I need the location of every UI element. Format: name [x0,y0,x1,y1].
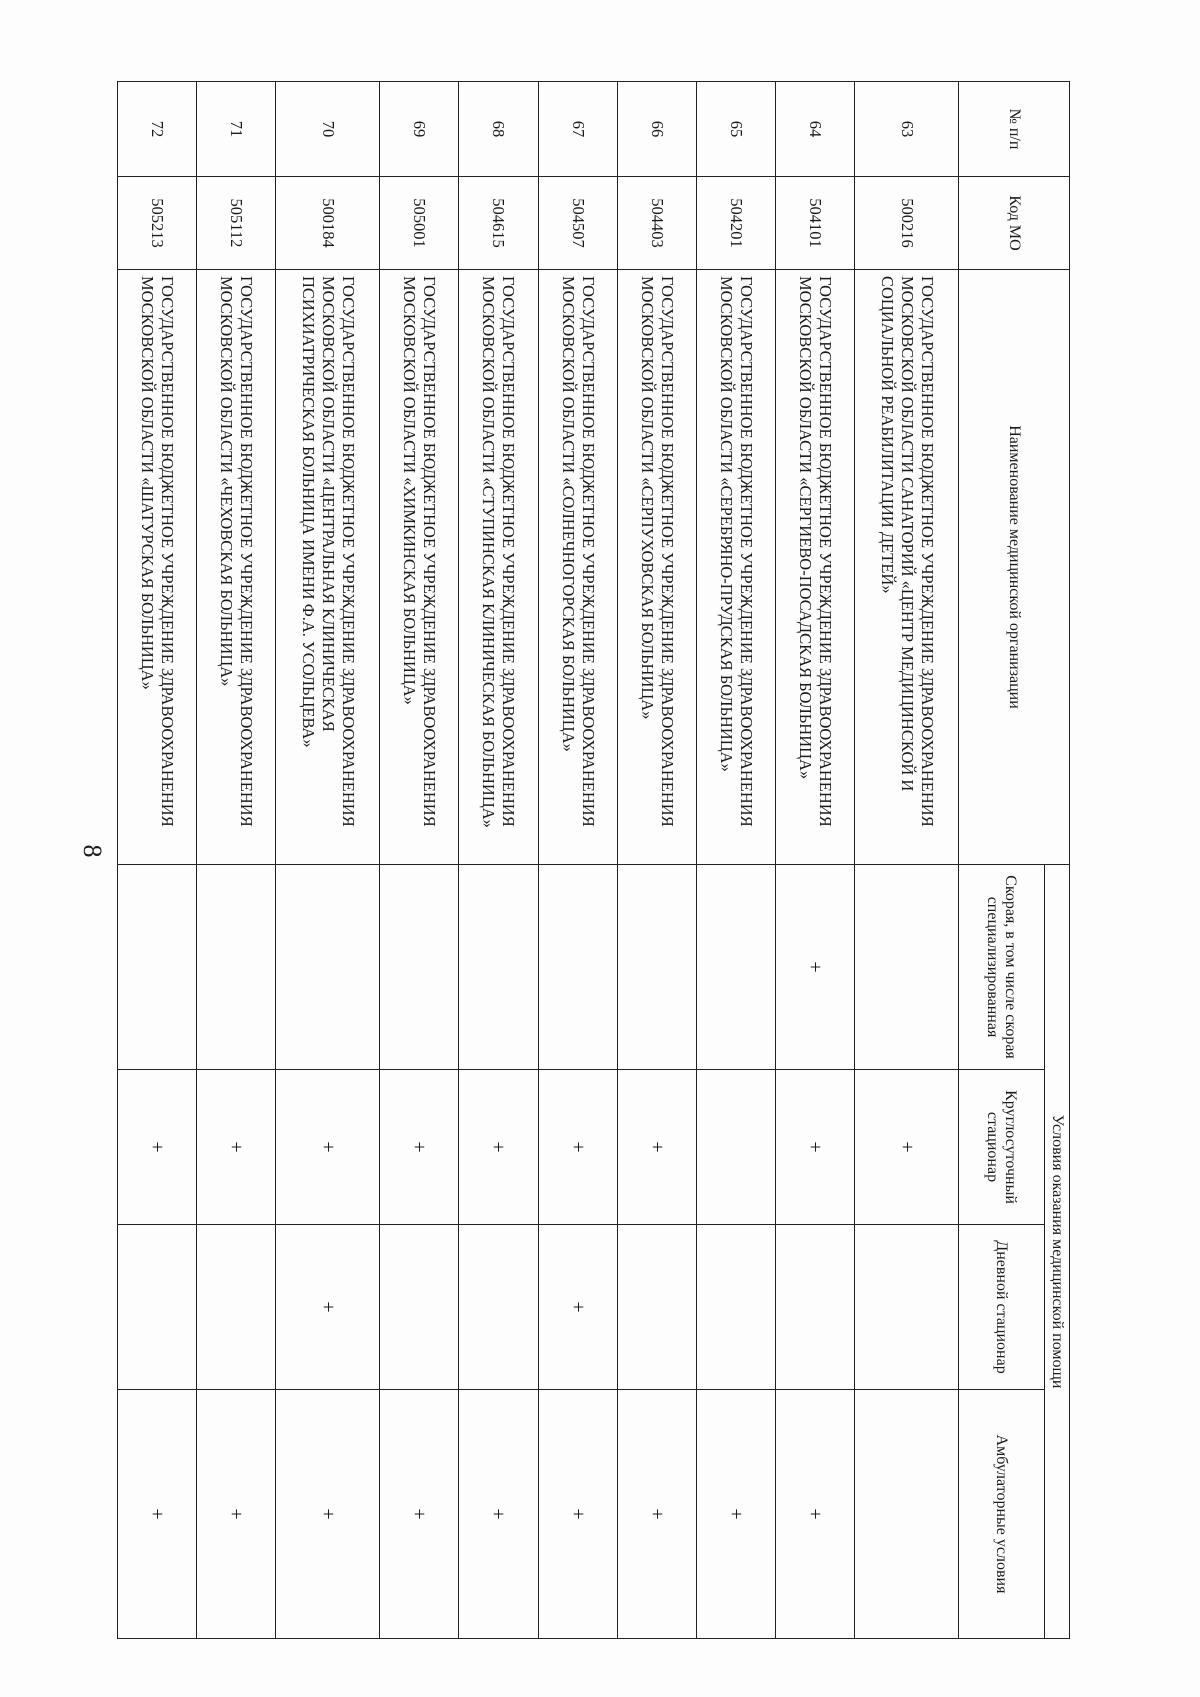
row-code: 504201 [696,177,775,270]
medical-organizations-table [117,81,1070,1639]
organization-name: ГОСУДАРСТВЕННОЕ БЮДЖЕТНОЕ УЧРЕЖДЕНИЕ ЗДРАВООХРАНЕНИЯ МОСКОВСКОЙ ОБЛАСТИ «СТУПИНСКАЯ КЛИНИЧЕСКАЯ БОЛЬНИЦА» [459,270,538,865]
day-hospital-mark [617,1225,696,1390]
table-row [538,82,617,1639]
organization-name: ГОСУДАРСТВЕННОЕ БЮДЖЕТНОЕ УЧРЕЖДЕНИЕ ЗДРАВООХРАНЕНИЯ МОСКОВСКОЙ ОБЛАСТИ «СОЛНЕЧНОГОРСКАЯ БОЛЬНИЦА» [538,270,617,865]
page-number: 8 [78,844,107,858]
day-hospital-mark [118,1225,197,1390]
table-row [276,82,380,1639]
outpatient-mark: + [276,1390,380,1639]
row-number: 65 [696,82,775,177]
row-number: 72 [118,82,197,177]
round-clock-mark: + [197,1070,276,1225]
ambulance-mark [696,865,775,1070]
day-hospital-mark: + [276,1225,380,1390]
table-row [696,82,775,1639]
outpatient-mark: + [380,1390,459,1639]
header-code: Код МО [959,177,1070,270]
day-hospital-mark [696,1225,775,1390]
round-clock-mark: + [776,1070,855,1225]
ambulance-mark [197,865,276,1070]
row-number: 69 [380,82,459,177]
round-clock-mark: + [118,1070,197,1225]
row-code: 504507 [538,177,617,270]
table-row [197,82,276,1639]
day-hospital-mark: + [538,1225,617,1390]
row-code: 504615 [459,177,538,270]
day-hospital-mark [197,1225,276,1390]
header-day-hospital: Дневной стационар [959,1225,1045,1390]
row-code: 505001 [380,177,459,270]
row-number: 68 [459,82,538,177]
round-clock-mark: + [459,1070,538,1225]
row-code: 504101 [776,177,855,270]
organization-name: ГОСУДАРСТВЕННОЕ БЮДЖЕТНОЕ УЧРЕЖДЕНИЕ ЗДРАВООХРАНЕНИЯ МОСКОВСКОЙ ОБЛАСТИ «СЕРЕБРЯНО-ПРУДСКАЯ БОЛЬНИЦА» [696,270,775,865]
day-hospital-mark [855,1225,959,1390]
round-clock-mark: + [855,1070,959,1225]
organization-name: ГОСУДАРСТВЕННОЕ БЮДЖЕТНОЕ УЧРЕЖДЕНИЕ ЗДРАВООХРАНЕНИЯ МОСКОВСКОЙ ОБЛАСТИ «ХИМКИНСКАЯ БОЛЬНИЦА» [380,270,459,865]
rotated-table-container [117,81,1070,1638]
day-hospital-mark [380,1225,459,1390]
round-clock-mark: + [617,1070,696,1225]
outpatient-mark: + [696,1390,775,1639]
row-code: 505112 [197,177,276,270]
header-name: Наименование медицинской организации [959,270,1070,865]
row-number: 71 [197,82,276,177]
outpatient-mark [855,1390,959,1639]
table-body [118,82,959,1639]
organization-name: ГОСУДАРСТВЕННОЕ БЮДЖЕТНОЕ УЧРЕЖДЕНИЕ ЗДРАВООХРАНЕНИЯ МОСКОВСКОЙ ОБЛАСТИ «ШАТУРСКАЯ БОЛЬНИЦА» [118,270,197,865]
ambulance-mark [855,865,959,1070]
table-row [855,82,959,1639]
ambulance-mark [617,865,696,1070]
row-code: 505213 [118,177,197,270]
ambulance-mark [459,865,538,1070]
day-hospital-mark [776,1225,855,1390]
organization-name: ГОСУДАРСТВЕННОЕ БЮДЖЕТНОЕ УЧРЕЖДЕНИЕ ЗДРАВООХРАНЕНИЯ МОСКОВСКОЙ ОБЛАСТИ «СЕРПУХОВСКАЯ БОЛЬНИЦА» [617,270,696,865]
row-number: 64 [776,82,855,177]
row-number: 66 [617,82,696,177]
ambulance-mark [276,865,380,1070]
table-row [776,82,855,1639]
outpatient-mark: + [459,1390,538,1639]
table-row [380,82,459,1639]
header-round-clock: Круглосуточный стационар [959,1070,1045,1225]
header-outpatient: Амбулаторные условия [959,1390,1045,1639]
outpatient-mark: + [118,1390,197,1639]
outpatient-mark: + [538,1390,617,1639]
round-clock-mark: + [380,1070,459,1225]
ambulance-mark [380,865,459,1070]
row-code: 500216 [855,177,959,270]
table-row [459,82,538,1639]
organization-name: ГОСУДАРСТВЕННОЕ БЮДЖЕТНОЕ УЧРЕЖДЕНИЕ ЗДРАВООХРАНЕНИЯ МОСКОВСКОЙ ОБЛАСТИ «ЧЕХОВСКАЯ БОЛЬНИЦА» [197,270,276,865]
organization-name: ГОСУДАРСТВЕННОЕ БЮДЖЕТНОЕ УЧРЕЖДЕНИЕ ЗДРАВООХРАНЕНИЯ МОСКОВСКОЙ ОБЛАСТИ «СЕРГИЕВО-ПОСАДСКАЯ БОЛЬНИЦА» [776,270,855,865]
header-ambulance: Скорая, в том числе скорая специализированная [959,865,1045,1070]
round-clock-mark [696,1070,775,1225]
row-number: 67 [538,82,617,177]
outpatient-mark: + [776,1390,855,1639]
table-header [959,82,1070,1639]
day-hospital-mark [459,1225,538,1390]
header-conditions-group: Условия оказания медицинской помощи [1045,865,1070,1639]
round-clock-mark: + [276,1070,380,1225]
outpatient-mark: + [617,1390,696,1639]
organization-name: ГОСУДАРСТВЕННОЕ БЮДЖЕТНОЕ УЧРЕЖДЕНИЕ ЗДРАВООХРАНЕНИЯ МОСКОВСКОЙ ОБЛАСТИ «ЦЕНТРАЛЬНАЯ КЛИНИЧЕСКАЯ ПСИХИАТРИЧЕСКАЯ БОЛЬНИЦА ИМЕНИ Ф.А. УСОЛЬЦЕВА» [276,270,380,865]
row-number: 70 [276,82,380,177]
header-num: № п/п [959,82,1070,177]
row-number: 63 [855,82,959,177]
ambulance-mark [538,865,617,1070]
table-row [617,82,696,1639]
ambulance-mark: + [776,865,855,1070]
outpatient-mark: + [197,1390,276,1639]
round-clock-mark: + [538,1070,617,1225]
ambulance-mark [118,865,197,1070]
row-code: 504403 [617,177,696,270]
row-code: 500184 [276,177,380,270]
table-row [118,82,197,1639]
organization-name: ГОСУДАРСТВЕННОЕ БЮДЖЕТНОЕ УЧРЕЖДЕНИЕ ЗДРАВООХРАНЕНИЯ МОСКОВСКОЙ ОБЛАСТИ САНАТОРИЙ «ЦЕНТР МЕДИЦИНСКОЙ И СОЦИАЛЬНОЙ РЕАБИЛИТАЦИИ ДЕТЕЙ» [855,270,959,865]
